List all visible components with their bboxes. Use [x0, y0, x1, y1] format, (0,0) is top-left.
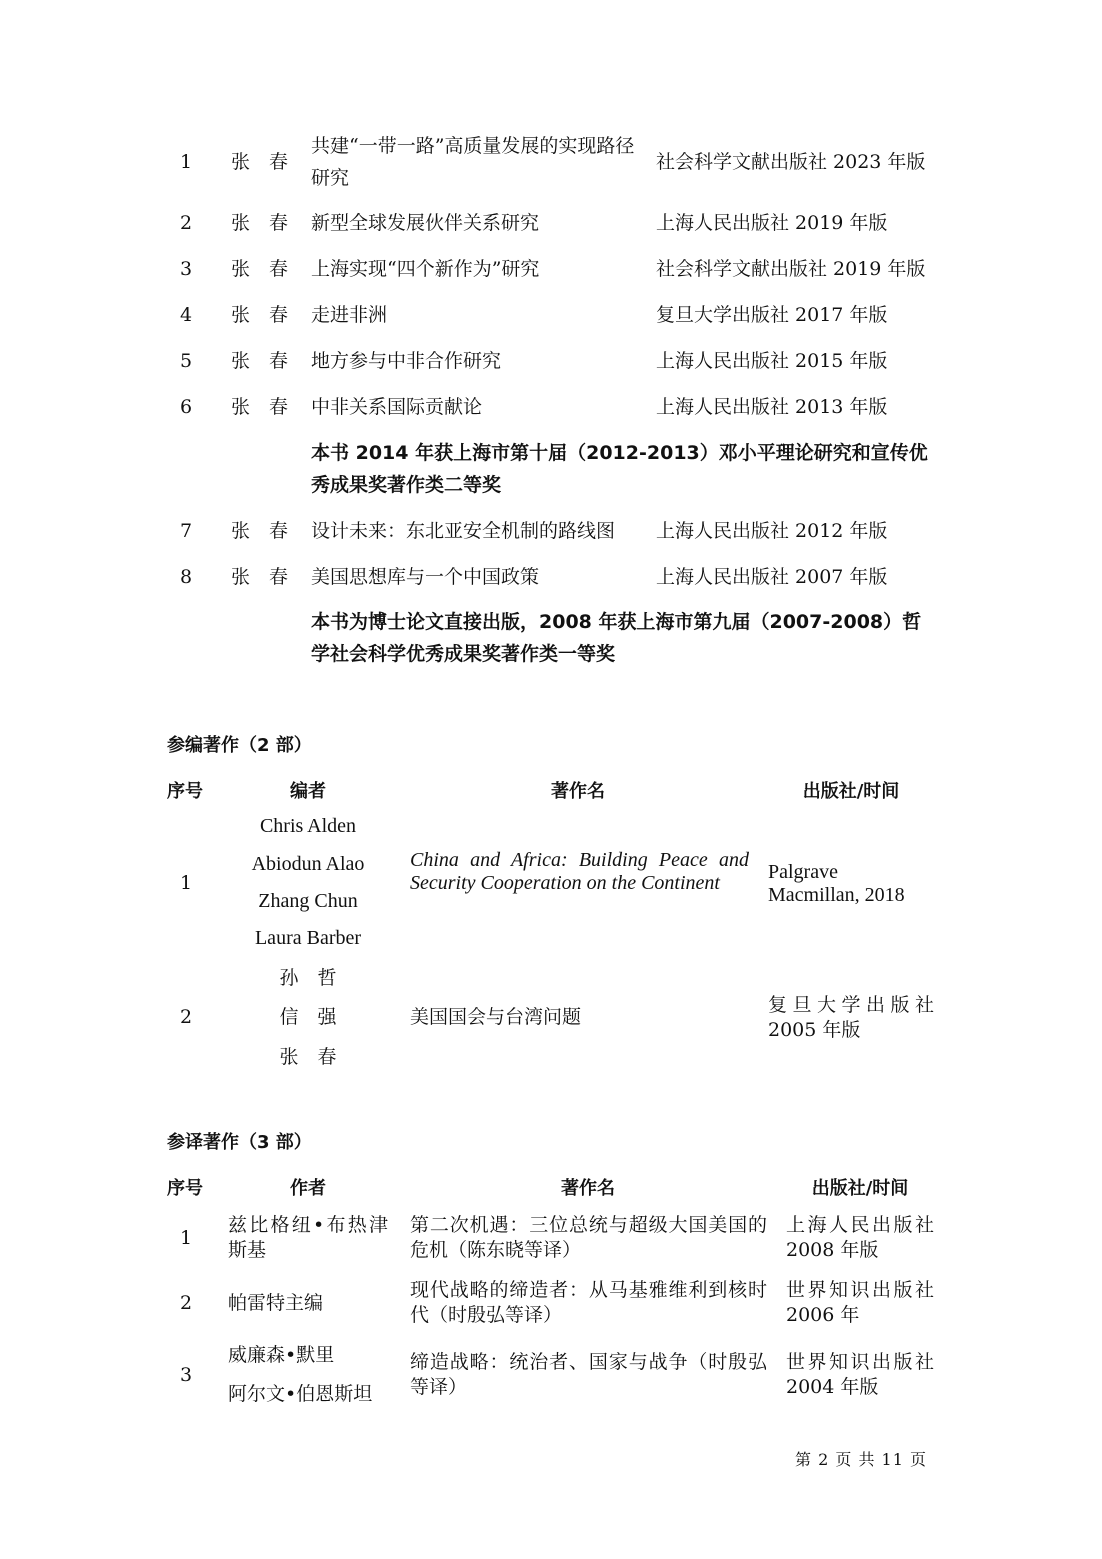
row-number: 8: [180, 566, 193, 588]
row-author: 张 春: [231, 396, 289, 418]
translator-author: 帕雷特主编: [228, 1292, 324, 1314]
column-header: 作者: [290, 1178, 326, 1199]
row-title: 新型全球发展伙伴关系研究: [311, 212, 540, 234]
editor-name: Chris Alden: [259, 815, 357, 837]
column-header: 出版社/时间: [811, 1178, 909, 1199]
row-author: 张 春: [231, 212, 289, 234]
row-number: 7: [180, 520, 193, 542]
row-author: 张 春: [231, 350, 289, 372]
row-number: 1: [180, 872, 193, 894]
award-note: 本书为博士论文直接出版，2008 年获上海市第九届（2007-2008）哲学社会科学优秀成果奖著作类一等奖: [311, 611, 922, 665]
row-title: 上海实现“四个新作为”研究: [311, 258, 540, 280]
row-publisher: 社会科学文献出版社 2023 年版: [656, 151, 926, 173]
editor-name: 信 强: [279, 1006, 337, 1028]
editor-name: Abiodun Alao: [251, 853, 365, 875]
row-title: 美国思想库与一个中国政策: [311, 566, 540, 588]
column-header: 序号: [167, 781, 203, 802]
section-heading: 参编著作（2 部）: [167, 735, 312, 756]
row-number: 2: [180, 1292, 193, 1314]
column-header: 出版社/时间: [802, 781, 900, 802]
row-number: 1: [180, 151, 193, 173]
row-number: 2: [180, 212, 193, 234]
row-author: 张 春: [231, 151, 289, 173]
editor-name: 张 春: [279, 1046, 337, 1068]
row-author: 张 春: [231, 520, 289, 542]
row-title: 走进非洲: [311, 304, 388, 326]
book-publisher: Palgrave Macmillan, 2018: [768, 861, 905, 906]
row-publisher: 上海人民出版社 2015 年版: [656, 350, 888, 372]
book-title: China and Africa: Building Peace and Security Cooperation on the Continent: [410, 849, 749, 894]
row-title: 地方参与中非合作研究: [311, 350, 502, 372]
row-publisher: 社会科学文献出版社 2019 年版: [656, 258, 926, 280]
book-publisher: 上海人民出版社 2008 年版: [786, 1214, 934, 1261]
book-title: 第二次机遇：三位总统与超级大国美国的危机（陈东晓等译）: [410, 1214, 767, 1261]
editor-name: Laura Barber: [254, 927, 362, 949]
row-number: 5: [180, 350, 193, 372]
row-number: 2: [180, 1006, 193, 1028]
row-number: 1: [180, 1227, 193, 1249]
row-number: 6: [180, 396, 193, 418]
editor-name: Zhang Chun: [258, 890, 358, 912]
section-heading: 参译著作（3 部）: [167, 1132, 312, 1153]
page-number: 第 2 页 共 11 页: [795, 1450, 927, 1469]
book-publisher: 世界知识出版社 2004 年版: [786, 1351, 934, 1398]
row-number: 3: [180, 258, 193, 280]
award-note: 本书 2014 年获上海市第十届（2012-2013）邓小平理论研究和宣传优秀成果奖著作类二等奖: [311, 442, 928, 496]
book-publisher: 世界知识出版社 2006 年: [786, 1279, 934, 1326]
row-publisher: 复旦大学出版社 2017 年版: [656, 304, 888, 326]
column-header: 著作名: [551, 781, 605, 802]
book-title: 现代战略的缔造者：从马基雅维利到核时代（时殷弘等译）: [410, 1279, 767, 1326]
book-title: 美国国会与台湾问题: [410, 1006, 582, 1028]
row-number: 3: [180, 1364, 193, 1386]
row-number: 4: [180, 304, 193, 326]
column-header: 序号: [167, 1178, 203, 1199]
row-publisher: 上海人民出版社 2007 年版: [656, 566, 888, 588]
row-author: 张 春: [231, 566, 289, 588]
row-author: 张 春: [231, 258, 289, 280]
editor-name: 孙 哲: [279, 967, 337, 989]
translator-author: 威廉森•默里: [228, 1344, 335, 1366]
row-title: 中非关系国际贡献论: [311, 396, 483, 418]
row-publisher: 上海人民出版社 2019 年版: [656, 212, 888, 234]
translator-author: 兹比格纽•布热津斯基: [228, 1214, 388, 1261]
row-publisher: 上海人民出版社 2013 年版: [656, 396, 888, 418]
row-publisher: 上海人民出版社 2012 年版: [656, 520, 888, 542]
column-header: 编者: [290, 781, 326, 802]
row-author: 张 春: [231, 304, 289, 326]
row-title: 共建“一带一路”高质量发展的实现路径研究: [311, 135, 635, 189]
book-publisher: 复旦大学出版社 2005 年版: [768, 994, 934, 1041]
row-title: 设计未来：东北亚安全机制的路线图: [311, 520, 616, 542]
column-header: 著作名: [561, 1178, 615, 1199]
book-title: 缔造战略：统治者、国家与战争（时殷弘等译）: [410, 1351, 767, 1398]
translator-author: 阿尔文•伯恩斯坦: [228, 1383, 373, 1405]
